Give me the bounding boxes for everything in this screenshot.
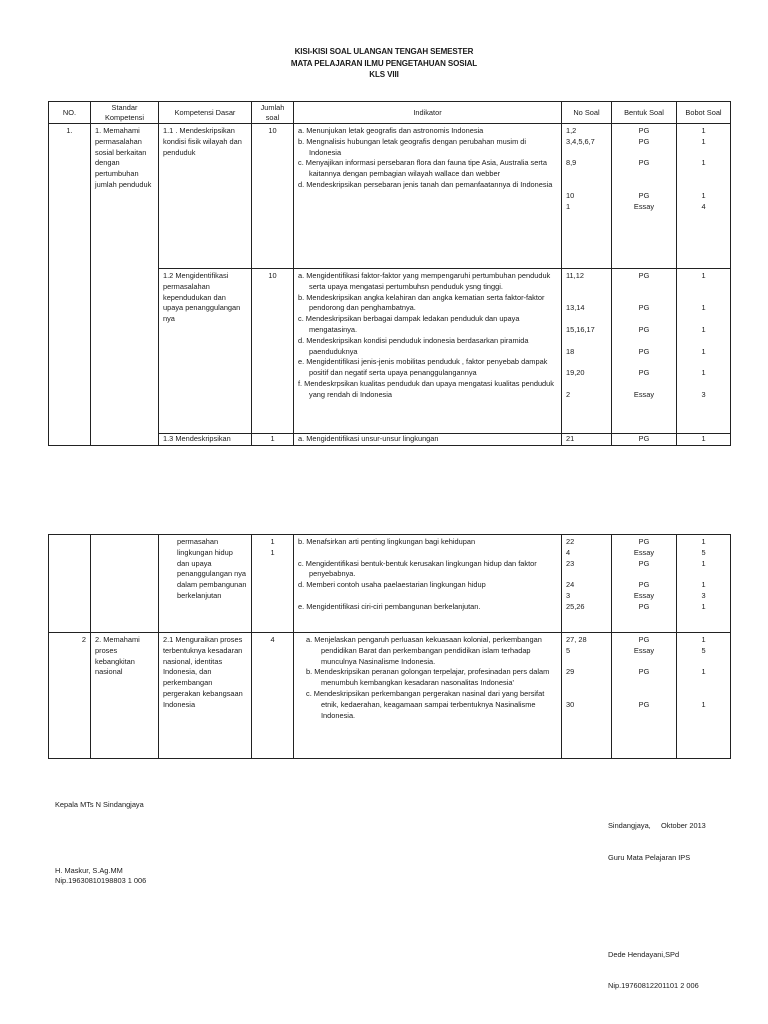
indikator-item: b. Mendeskripsikan peranan golongan terpelajar, profesinadan pers dalam menumbuh kembangkan kesadaran nasonalitas Indonesia' xyxy=(306,667,550,688)
signature-right-name: Dede Hendayani,SPd xyxy=(608,949,680,959)
bentuk-soal-value: PG xyxy=(638,271,650,280)
no-soal-value: 25,26 xyxy=(566,601,585,611)
signature-right xyxy=(608,800,706,1002)
signature-right-role: Guru Mata Pelajaran IPS xyxy=(608,852,691,862)
bobot-soal-value: 1 xyxy=(701,346,706,356)
indikator-item: d. Mendeskripsikan persebaran jenis tanah dan pemanfaatannya di Indonesia xyxy=(298,179,553,189)
indikator-item: e. Mengidentifikasi jenis-jenis mobilitas penduduk , faktor penyebab dampak positif dan negatif serta upaya penanggulangannya xyxy=(298,357,548,378)
jumlah-soal-cell: 4 xyxy=(252,633,294,759)
bobot-soal-value xyxy=(681,314,726,325)
no-soal-value: 13,14 xyxy=(566,303,585,313)
bentuk-soal-value: PG xyxy=(638,580,650,590)
no-soal-value xyxy=(566,379,607,390)
no-soal-cell: 21 xyxy=(562,434,612,446)
bentuk-soal-value xyxy=(616,293,672,304)
title-line-2: MATA PELAJARAN ILMU PENGETAHUAN SOSIAL xyxy=(290,58,478,68)
no-soal-value: 30 xyxy=(566,699,575,709)
bentuk-soal-value xyxy=(616,689,672,700)
bentuk-soal-value: Essay xyxy=(633,547,655,557)
bentuk-soal-value xyxy=(616,569,672,580)
bobot-soal-value xyxy=(681,689,726,700)
bobot-soal-cell xyxy=(677,269,731,434)
bentuk-soal-cell xyxy=(612,269,677,434)
indikator-item: c. Mendeskripsikan berbagai dampak ledakan penduduk dan upaya mengatasinya. xyxy=(298,314,520,334)
bobot-soal-value: 1 xyxy=(701,635,706,644)
kisi-kisi-table-page-2 xyxy=(48,534,731,759)
no-soal-value: 22 xyxy=(566,537,575,546)
bobot-soal-value xyxy=(681,657,726,668)
indikator-cell: a. Mengidentifikasi unsur-unsur lingkungan xyxy=(294,434,562,446)
bobot-soal-value: 1 xyxy=(701,580,706,590)
bobot-soal-value xyxy=(681,336,726,347)
bentuk-soal-cell: PG xyxy=(612,434,677,446)
jumlah-soal-cell: 10 xyxy=(252,124,294,269)
indikator-item: d. Memberi contoh usaha paelaestarian lingkungan hidup xyxy=(298,580,486,590)
bobot-soal-value xyxy=(681,357,726,368)
bentuk-soal-value: PG xyxy=(638,368,650,378)
header-jumlah-soal: Jumlah soal xyxy=(252,102,294,124)
bentuk-soal-value: Essay xyxy=(633,590,655,600)
standar-kompetensi-cell: 1. Memahami permasalahan sosial berkaitan dengan pertumbuhan jumlah penduduk xyxy=(91,124,159,446)
row-number: 2 xyxy=(49,633,91,759)
kompetensi-dasar-cell: permasahan lingkungan hidup dan upaya penanggulangan nya dalam pembangunan berkelanjutan xyxy=(159,535,252,633)
bobot-soal-cell: 1 xyxy=(677,434,731,446)
table-row xyxy=(49,535,731,633)
signature-left xyxy=(55,800,146,887)
header-indikator: Indikator xyxy=(294,102,562,124)
bobot-soal-cell xyxy=(677,535,731,633)
indikator-spacer xyxy=(298,591,557,602)
bentuk-soal-value: PG xyxy=(638,324,650,334)
no-soal-value xyxy=(566,282,607,293)
no-soal-value xyxy=(566,169,607,180)
indikator-item: b. Mengnalisis hubungan letak geografis dengan perubahan musim di Indonesia xyxy=(298,136,527,157)
bentuk-soal-value: PG xyxy=(638,558,650,568)
bentuk-soal-value xyxy=(616,314,672,325)
title-line-3: KLS VIII xyxy=(369,70,399,79)
no-soal-value xyxy=(566,314,607,325)
bentuk-soal-value: PG xyxy=(638,158,650,168)
bobot-soal-value: 4 xyxy=(701,201,706,211)
no-soal-value: 3 xyxy=(566,590,571,600)
signature-left-name: H. Maskur, S.Ag.MM xyxy=(55,865,123,875)
bobot-soal-value: 3 xyxy=(701,590,706,600)
bentuk-soal-value: PG xyxy=(638,303,650,313)
bobot-soal-value: 1 xyxy=(701,271,706,280)
no-soal-value: 2 xyxy=(566,389,571,399)
bentuk-soal-value: PG xyxy=(638,346,650,356)
bobot-soal-cell xyxy=(677,633,731,759)
indikator-item: c. Mengidentifikasi bentuk-bentuk kerusakan lingkungan hidup dan faktor penyebabnya. xyxy=(298,558,537,579)
indikator-item: e. Mengidentifikasi ciri-ciri pembangunan berkelanjutan. xyxy=(298,601,481,611)
bentuk-soal-value: PG xyxy=(638,667,650,677)
bentuk-soal-value: PG xyxy=(638,190,650,200)
no-soal-value: 15,16,17 xyxy=(566,324,595,334)
bentuk-soal-cell xyxy=(612,633,677,759)
bobot-soal-value: 1 xyxy=(701,699,706,709)
header-no: NO. xyxy=(49,102,91,124)
bentuk-soal-value: PG xyxy=(638,635,650,644)
no-soal-value: 10 xyxy=(566,190,575,200)
standar-kompetensi-cell: 2. Memahami proses kebangkitan nasional xyxy=(91,633,159,759)
kompetensi-dasar-cell: 1.3 Mendeskripsikan xyxy=(159,434,252,446)
bentuk-soal-value xyxy=(616,180,672,191)
no-soal-value xyxy=(566,148,607,159)
signature-left-role: Kepala MTs N Sindangjaya xyxy=(55,800,144,809)
kompetensi-dasar-cell: 2.1 Menguraikan proses terbentuknya kesadaran nasional, identitas Indonesia, dan perkembangan pergerakan kebangsaan Indonesia xyxy=(159,633,252,759)
bentuk-soal-value xyxy=(616,678,672,689)
indikator-item: b. Mendeskripsikan angka kelahiran dan angka kematian serta faktor-faktor pendorong dan penghambatnya. xyxy=(298,292,545,313)
no-soal-value: 27, 28 xyxy=(566,635,587,644)
indikator-cell xyxy=(294,633,562,759)
indikator-item: b. Menafsirkan arti penting lingkungan bagi kehidupan xyxy=(298,537,476,546)
bobot-soal-value xyxy=(681,282,726,293)
bentuk-soal-cell xyxy=(612,124,677,269)
no-soal-value: 4 xyxy=(566,547,571,557)
bobot-soal-value xyxy=(681,569,726,580)
no-soal-value xyxy=(566,678,607,689)
kompetensi-dasar-cell: 1.1 . Mendeskripsikan kondisi fisik wilayah dan penduduk xyxy=(159,124,252,269)
indikator-item: d. Mendeskripsikan kondisi penduduk indonesia berdasarkan piramida paenduduknya xyxy=(298,335,529,356)
bentuk-soal-value xyxy=(616,336,672,347)
jumlah-soal-cell: 10 xyxy=(252,269,294,434)
no-soal-value: 8,9 xyxy=(566,158,577,168)
bentuk-soal-value: PG xyxy=(638,126,650,135)
indikator-item: f. Mendeskrpsikan kualitas penduduk dan upaya mengatasi kualitas penduduk yang rendah di Indonesia xyxy=(298,378,554,399)
bentuk-soal-value: PG xyxy=(638,699,650,709)
bobot-soal-value: 1 xyxy=(701,558,706,568)
no-soal-value: 11,12 xyxy=(566,271,584,280)
bobot-soal-value: 1 xyxy=(701,303,706,313)
indikator-item: c. Mendeskripsikan perkembangan pergerakan nasinal dari yang bersifat etnik, kedaerahan, keagamaan sampai terbentuknya Nasinalisme Indonesia. xyxy=(306,688,545,720)
bobot-soal-value: 1 xyxy=(701,601,706,611)
bentuk-soal-value xyxy=(616,169,672,180)
bobot-soal-value: 1 xyxy=(701,537,706,546)
table-row xyxy=(49,124,731,269)
header-bentuk-soal: Bentuk Soal xyxy=(612,102,677,124)
bentuk-soal-value xyxy=(616,657,672,668)
bentuk-soal-value xyxy=(616,282,672,293)
no-soal-value xyxy=(566,293,607,304)
header-no-soal: No Soal xyxy=(562,102,612,124)
signature-space xyxy=(55,811,146,866)
bobot-soal-value xyxy=(681,169,726,180)
indikator-item: a. Menunjukan letak geografis dan astronomis Indonesia xyxy=(298,126,484,135)
kisi-kisi-table-page-1 xyxy=(48,101,731,446)
no-soal-value: 19,20 xyxy=(566,368,585,378)
row-number xyxy=(49,535,91,633)
no-soal-value xyxy=(566,336,607,347)
bobot-soal-value: 1 xyxy=(701,158,706,168)
indikator-cell xyxy=(294,124,562,269)
bentuk-soal-value: PG xyxy=(638,601,650,611)
bobot-soal-value: 1 xyxy=(701,126,706,135)
no-soal-value: 1 xyxy=(566,201,571,211)
header-standar-kompetensi: Standar Kompetensi xyxy=(91,102,159,124)
no-soal-cell xyxy=(562,633,612,759)
no-soal-value: 23 xyxy=(566,558,575,568)
no-soal-cell xyxy=(562,269,612,434)
jumlah-soal-value: 1 xyxy=(270,547,275,557)
signature-right-place-date: Sindangjaya, Oktober 2013 xyxy=(608,821,706,830)
no-soal-value xyxy=(566,657,607,668)
no-soal-value: 1,2 xyxy=(566,126,577,135)
title-line-1: KISI-KISI SOAL ULANGAN TENGAH SEMESTER xyxy=(294,47,474,56)
no-soal-value xyxy=(566,689,607,700)
kompetensi-dasar-cell: 1.2 Mengidentifikasi permasalahan kependudukan dan upaya penanggulangan nya xyxy=(159,269,252,434)
bobot-soal-value xyxy=(681,379,726,390)
signature-space xyxy=(608,884,706,929)
jumlah-soal-cell: 1 xyxy=(252,434,294,446)
bobot-soal-value: 5 xyxy=(701,645,706,655)
bentuk-soal-value xyxy=(616,379,672,390)
no-soal-value: 18 xyxy=(566,346,575,356)
bentuk-soal-value xyxy=(616,148,672,159)
bentuk-soal-value xyxy=(616,357,672,368)
indikator-item: c. Menyajikan informasi persebaran flora dan fauna tipe Asia, Australia serta kaitannya dengan pembagian wilayah wallace dan webber xyxy=(298,158,547,179)
signature-left-nip: Nip.19630810198803 1 006 xyxy=(55,876,147,885)
no-soal-cell xyxy=(562,124,612,269)
bentuk-soal-value: Essay xyxy=(633,201,655,211)
standar-kompetensi-cell xyxy=(91,535,159,633)
table-header-row xyxy=(49,102,731,124)
header-kompetensi-dasar: Kompetensi Dasar xyxy=(159,102,252,124)
bobot-soal-value: 3 xyxy=(701,389,706,399)
bentuk-soal-value: Essay xyxy=(633,389,655,399)
bobot-soal-value: 1 xyxy=(701,190,706,200)
row-number: 1. xyxy=(49,124,91,446)
bentuk-soal-value: PG xyxy=(638,537,650,546)
no-soal-value: 24 xyxy=(566,580,575,590)
indikator-item: a. Menjelaskan pengaruh perluasan kekuasaan kolonial, perkembangan pendidikan Barat dan perkembangan pendidikan islam terhadap munculnya Nasinalisme Indonesia. xyxy=(306,635,542,666)
bobot-soal-value: 1 xyxy=(701,324,706,334)
bobot-soal-value xyxy=(681,180,726,191)
bentuk-soal-cell xyxy=(612,535,677,633)
signature-right-nip: Nip.19760812201101 2 006 xyxy=(608,981,699,990)
jumlah-soal-value: 1 xyxy=(270,537,275,546)
no-soal-cell xyxy=(562,535,612,633)
indikator-cell xyxy=(294,269,562,434)
header-bobot-soal: Bobot Soal xyxy=(677,102,731,124)
table-row xyxy=(49,633,731,759)
bobot-soal-value: 1 xyxy=(701,667,706,677)
document-title xyxy=(0,46,768,81)
bentuk-soal-value: Essay xyxy=(633,645,655,655)
bobot-soal-value: 5 xyxy=(701,547,706,557)
no-soal-value: 3,4,5,6,7 xyxy=(566,136,595,146)
jumlah-soal-cell xyxy=(252,535,294,633)
indikator-spacer xyxy=(298,548,557,559)
bobot-soal-cell xyxy=(677,124,731,269)
bobot-soal-value xyxy=(681,293,726,304)
bobot-soal-value: 1 xyxy=(701,368,706,378)
bobot-soal-value xyxy=(681,148,726,159)
no-soal-value xyxy=(566,180,607,191)
bobot-soal-value xyxy=(681,678,726,689)
bentuk-soal-value: PG xyxy=(638,136,650,146)
no-soal-value xyxy=(566,357,607,368)
no-soal-value: 5 xyxy=(566,645,571,655)
indikator-cell xyxy=(294,535,562,633)
no-soal-value xyxy=(566,569,607,580)
indikator-item: a. Mengidentifikasi faktor-faktor yang mempengaruhi pertumbuhan penduduk serta upaya mengatasi pertumbuhsn penduduk ysng tinggi. xyxy=(298,271,551,291)
bobot-soal-value: 1 xyxy=(701,136,706,146)
no-soal-value: 29 xyxy=(566,667,575,677)
